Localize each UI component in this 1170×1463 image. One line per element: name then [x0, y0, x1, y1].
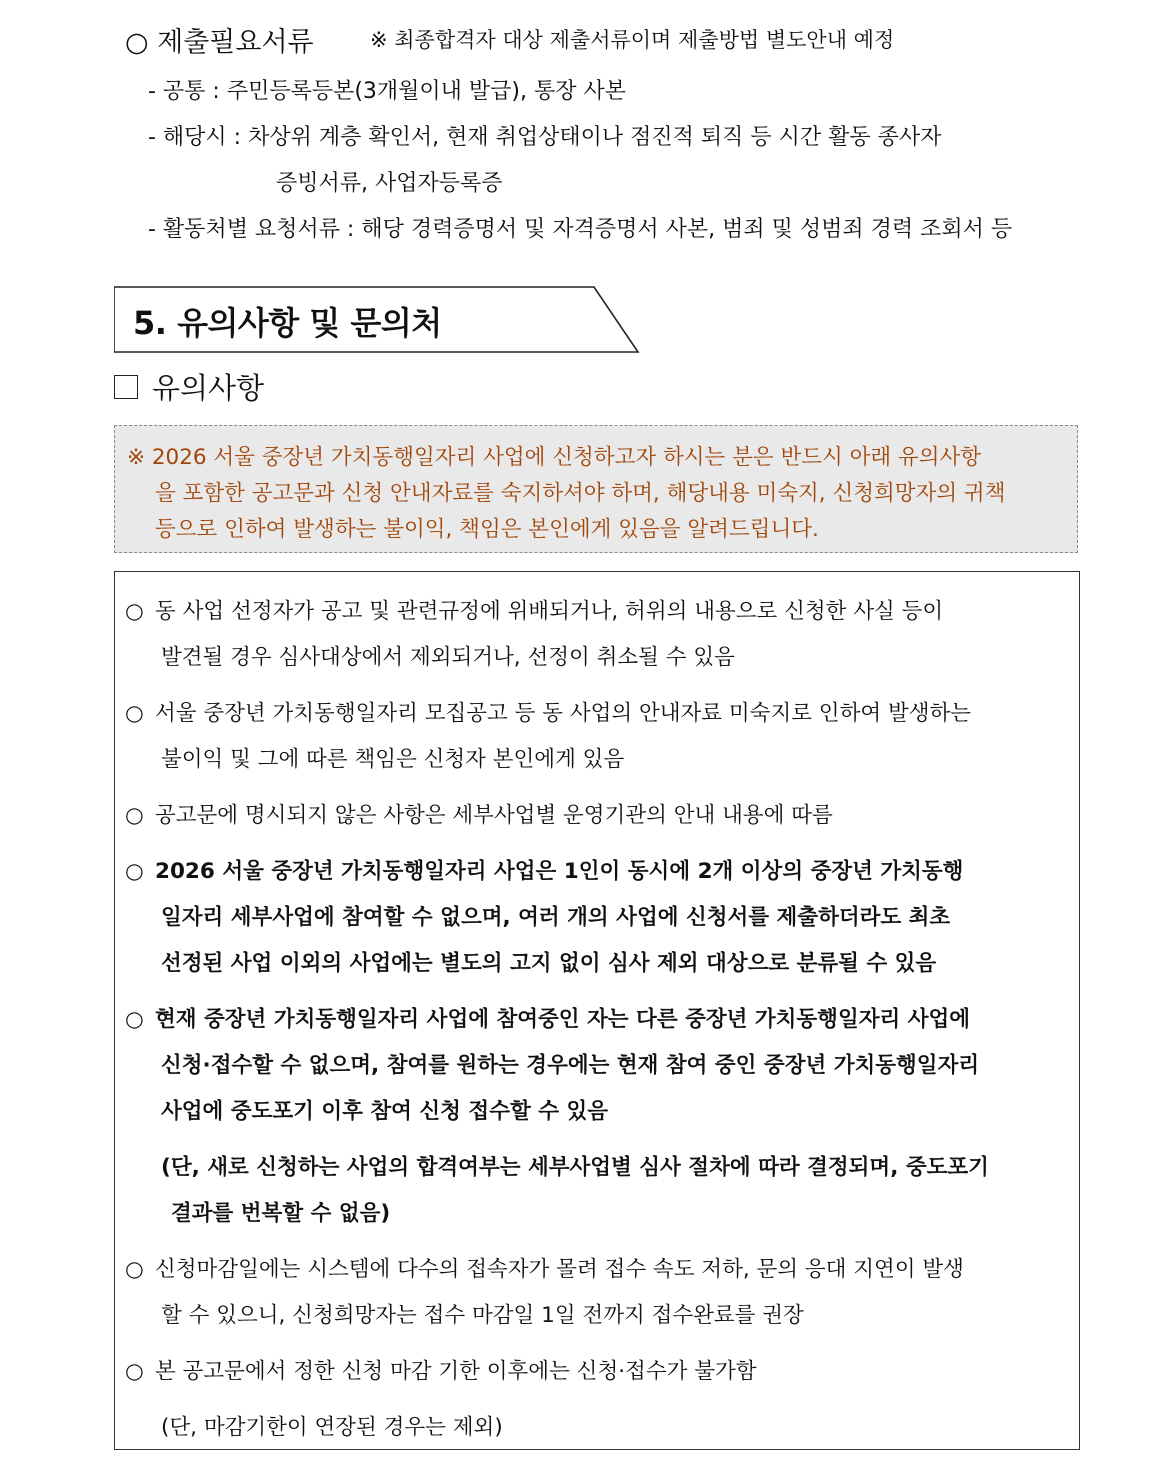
circle-bullet-icon: ○ [125, 701, 144, 726]
section-title: 5. 유의사항 및 문의처 [133, 304, 442, 342]
note-item-line: ○ 서울 중장년 가치동행일자리 모집공고 등 동 사업의 안내자료 미숙지로 인하여 발생하는 [125, 701, 972, 726]
circle-bullet-icon: ○ [125, 1007, 144, 1032]
required-documents-title: ○ 제출필요서류 [125, 27, 314, 58]
note-item-line: 불이익 및 그에 따른 책임은 신청자 본인에게 있음 [161, 747, 625, 772]
note-item-line: ○ 2026 서울 중장년 가치동행일자리 사업은 1인이 동시에 2개 이상의 중장년 가치동행 [125, 859, 964, 884]
documents-conditional-cont: 증빙서류, 사업자등록증 [276, 171, 503, 196]
caution-line: 을 포함한 공고문과 신청 안내자료를 숙지하셔야 하며, 해당내용 미숙지, 신청희망자의 귀책 [155, 481, 1006, 506]
circle-bullet-icon: ○ [125, 1359, 144, 1384]
notes-box [114, 571, 1080, 1450]
circle-bullet-icon: ○ [125, 599, 144, 624]
note-item-line: ○ 공고문에 명시되지 않은 사항은 세부사업별 운영기관의 안내 내용에 따름 [125, 803, 833, 828]
note-item-line: 발견될 경우 심사대상에서 제외되거나, 선정이 취소될 수 있음 [161, 645, 735, 670]
note-item-line: 할 수 있으니, 신청희망자는 접수 마감일 1일 전까지 접수완료를 권장 [161, 1303, 804, 1328]
caution-line: ※ 2026 서울 중장년 가치동행일자리 사업에 신청하고자 하시는 분은 반드시 아래 유의사항 [127, 445, 982, 470]
circle-bullet-icon: ○ [125, 803, 144, 828]
subsection-title: 유의사항 [152, 371, 265, 405]
checkbox-square-icon [114, 375, 138, 399]
caution-box [114, 425, 1078, 553]
note-item-line: 신청·접수할 수 없으며, 참여를 원하는 경우에는 현재 참여 중인 중장년 가치동행일자리 [161, 1053, 980, 1078]
circle-bullet-icon: ○ [125, 1257, 144, 1282]
note-item-line: ○ 신청마감일에는 시스템에 다수의 접속자가 몰려 접수 속도 저하, 문의 응대 지연이 발생 [125, 1257, 964, 1282]
documents-common: - 공통 : 주민등록등본(3개월이내 발급), 통장 사본 [148, 79, 627, 104]
subsection-heading [114, 366, 264, 407]
note-item-subnote: (단, 새로 신청하는 사업의 합격여부는 세부사업별 심사 절차에 따라 결정되며, 중도포기 [161, 1155, 989, 1180]
documents-conditional: - 해당시 : 차상위 계층 확인서, 현재 취업상태이나 점진적 퇴직 등 시간 활동 종사자 [148, 125, 942, 150]
note-item-line: ○ 본 공고문에서 정한 신청 마감 기한 이후에는 신청·접수가 불가함 [125, 1359, 757, 1384]
documents-by-workplace: - 활동처별 요청서류 : 해당 경력증명서 및 자격증명서 사본, 범죄 및 성범죄 경력 조회서 등 [148, 217, 1013, 242]
caution-line: 등으로 인하여 발생하는 불이익, 책임은 본인에게 있음을 알려드립니다. [155, 517, 819, 542]
note-item-line: 일자리 세부사업에 참여할 수 없으며, 여러 개의 사업에 신청서를 제출하더라도 최초 [161, 905, 951, 930]
required-documents-note: ※ 최종합격자 대상 제출서류이며 제출방법 별도안내 예정 [370, 28, 895, 52]
circle-bullet-icon: ○ [125, 859, 144, 884]
note-item-subnote: 결과를 번복할 수 없음) [171, 1201, 391, 1226]
note-item-line: 사업에 중도포기 이후 참여 신청 접수할 수 있음 [161, 1099, 609, 1124]
note-item-subnote: (단, 마감기한이 연장된 경우는 제외) [161, 1415, 503, 1440]
note-item-line: 선정된 사업 이외의 사업에는 별도의 고지 없이 심사 제외 대상으로 분류될 수 있음 [161, 951, 937, 976]
note-item-line: ○ 동 사업 선정자가 공고 및 관련규정에 위배되거나, 허위의 내용으로 신청한 사실 등이 [125, 599, 944, 624]
note-item-line: ○ 현재 중장년 가치동행일자리 사업에 참여중인 자는 다른 중장년 가치동행일자리 사업에 [125, 1007, 971, 1032]
